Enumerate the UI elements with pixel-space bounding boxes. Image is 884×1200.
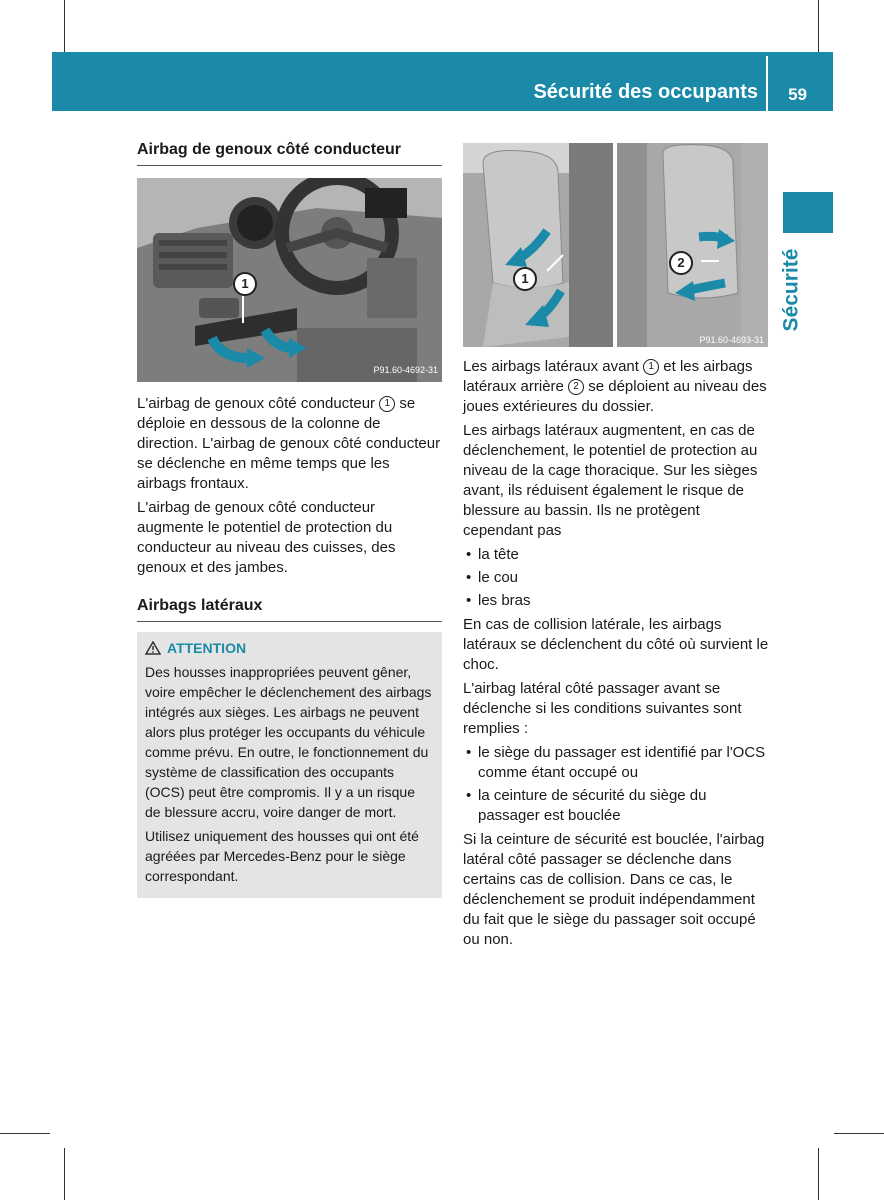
bullet-list [463, 545, 769, 611]
figure-code: P91.60-4692-31 [373, 365, 438, 375]
page-header [52, 52, 833, 111]
crop-mark [64, 0, 65, 52]
warning-triangle-icon [145, 641, 161, 655]
inline-marker: 1 [643, 359, 659, 375]
inline-marker: 1 [379, 396, 395, 412]
figure-marker-1: 1 [513, 267, 537, 291]
crop-mark [834, 1133, 884, 1134]
text: se déploie en dessous de la colonne de direction. L'airbag de genoux côté conducteur se déclenche en même temps que les airbags frontaux. [137, 395, 441, 492]
list-item: • les bras [463, 591, 769, 611]
figure-marker-2: 2 [669, 251, 693, 275]
left-column [137, 140, 442, 898]
paragraph: Les airbags latéraux augmentent, en cas de déclenchement, le potentiel de protection au niveau de la cage thoracique. Sur les sièges avant, ils réduisent également le risque de blessure au bassin. Ils ne protègent cependant pas [463, 422, 758, 539]
dashboard-illustration [137, 178, 442, 382]
header-divider [766, 56, 768, 111]
page-number: 59 [788, 85, 807, 104]
list-item: • la tête [463, 545, 769, 565]
paragraph [463, 357, 769, 417]
crop-mark [818, 0, 819, 52]
paragraph: L'airbag de genoux côté conducteur augmente le potentiel de protection du conducteur au niveau des cuisses, des genoux et des jambes. [137, 499, 396, 576]
text: Les airbags latéraux avant [463, 358, 644, 375]
text: et les airbags latéraux arrière [463, 358, 753, 395]
warning-box [137, 632, 442, 898]
section-heading-side-airbags: Airbags latéraux [137, 596, 442, 622]
warning-title [145, 638, 434, 658]
side-tab-label: Sécurité [779, 248, 802, 332]
paragraph: Si la ceinture de sécurité est bouclée, l'airbag latéral côté passager se déclenche dans certains cas de collision. Dans ce cas, le déclenchement se produit indépendamment du fait que le siège du passager soit occupé ou non. [463, 831, 765, 948]
figure-code: P91.60-4693-31 [699, 335, 764, 345]
inline-marker: 2 [568, 379, 584, 395]
paragraph [137, 394, 442, 494]
paragraph: L'airbag latéral côté passager avant se déclenche si les conditions suivantes sont remplies : [463, 680, 742, 737]
side-tab-marker [783, 192, 833, 233]
crop-mark [64, 1148, 65, 1200]
side-tab [771, 240, 811, 340]
warning-paragraph: Des housses inappropriées peuvent gêner, voire empêcher le déclenchement des airbags intégrés aux sièges. Les airbags ne peuvent alors plus protéger les occupants du véhicule comme prévu. En outre, le fonctionnement du système de classification des occupants (OCS) peut être compromis. Il y a un risque de blessure accru, voire danger de mort. [145, 664, 432, 820]
warning-title-text: ATTENTION [167, 640, 247, 656]
section-heading-knee-airbag: Airbag de genoux côté conducteur [137, 140, 442, 166]
figure-knee-airbag [137, 178, 442, 382]
figure-side-airbags [463, 143, 768, 347]
list-item: • le siège du passager est identifié par l'OCS comme étant occupé ou [463, 743, 769, 783]
text: L'airbag de genoux côté conducteur [137, 395, 380, 412]
paragraph: En cas de collision latérale, les airbags latéraux se déclenchent du côté où survient le choc. [463, 616, 769, 673]
seat-illustration [463, 143, 768, 347]
text: se déploient au niveau des joues extérieures du dossier. [463, 378, 767, 415]
header-title: Sécurité des occupants [533, 81, 758, 103]
right-column [463, 357, 769, 954]
list-item: • le cou [463, 568, 769, 588]
figure-marker-1: 1 [233, 272, 257, 296]
crop-mark [0, 1133, 50, 1134]
warning-paragraph: Utilisez uniquement des housses qui ont été agréées par Mercedes-Benz pour le siège correspondant. [145, 828, 419, 884]
list-item: • la ceinture de sécurité du siège du passager est bouclée [463, 786, 769, 826]
bullet-list [463, 743, 769, 826]
crop-mark [818, 1148, 819, 1200]
